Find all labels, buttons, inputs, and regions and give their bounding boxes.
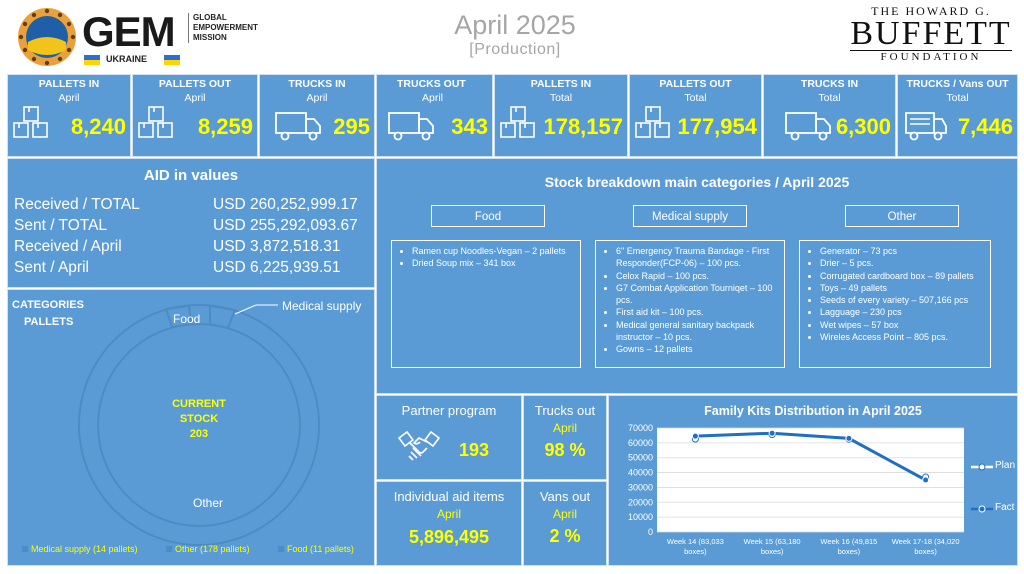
list-item: • Gowns – 12 pallets [616, 343, 780, 355]
trucks-out-title: Trucks out [534, 403, 596, 418]
list-item: • First aid kit – 100 pcs. [616, 306, 780, 318]
kpi-value: 177,954 [677, 114, 757, 139]
boxes-icon [634, 105, 674, 141]
list-item: • Wireles Access Point – 805 pcs. [820, 331, 986, 343]
gem-logo-name: GEM [82, 8, 175, 55]
handshake-icon [397, 428, 441, 468]
gem-logo-country: UKRAINE [106, 54, 148, 64]
kpi-pallets-in-total [494, 74, 628, 157]
buffett-logo-line1: THE HOWARD G. [871, 4, 991, 18]
trucks-out-value: 98 % [544, 440, 586, 460]
list-item: • Ramen cup Noodles-Vegan – 2 pallets [412, 245, 576, 257]
food-header: Food [431, 205, 545, 227]
x-tick-label: Week 14 (83,033 [666, 537, 724, 546]
categories-panel [7, 289, 375, 566]
list-item: • Drier – 5 pcs. [820, 257, 986, 269]
legend-medical [22, 544, 138, 554]
other-items [799, 240, 991, 368]
y-tick-label: 50000 [627, 452, 653, 463]
kpi-value: 178,157 [543, 114, 623, 139]
truck-icon [784, 109, 836, 143]
list-item: • Wet wipes – 57 box [820, 319, 986, 331]
y-tick-label: 0 [647, 527, 653, 537]
individual-sub: April [436, 507, 461, 521]
trucks-out-tile [523, 395, 607, 480]
legend-fact-label: Fact [995, 502, 1015, 513]
list-item: • Lagguage – 230 pcs [820, 306, 986, 318]
legend-plan-label: Plan [995, 460, 1016, 471]
aid-values-panel [7, 158, 375, 288]
boxes-icon [137, 105, 177, 141]
donut-label-food: Food [173, 312, 201, 326]
legend-label: Other (178 pallets) [175, 544, 250, 554]
van-icon [904, 109, 950, 143]
y-tick-label: 70000 [627, 423, 653, 433]
medical-header: Medical supply [633, 205, 747, 227]
stock-title: Stock breakdown main categories / April 2025 [544, 174, 850, 190]
legend-fact-marker [971, 504, 993, 514]
buffett-logo [850, 5, 1012, 65]
vans-out-value: 2 % [549, 526, 581, 546]
trucks-out-sub: April [552, 421, 577, 435]
family-kits-line-chart [609, 396, 1019, 567]
y-tick-label: 60000 [627, 437, 653, 448]
current-stock-line2: STOCK [179, 413, 219, 425]
legend-label: Medical supply (14 pallets) [31, 544, 138, 554]
categories-title-line1: CATEGORIES [12, 299, 84, 311]
donut-slice-medical [210, 306, 235, 328]
buffett-logo-line3: FOUNDATION [850, 50, 1012, 63]
legend-plan-marker [971, 462, 993, 472]
list-item: • Dried Soup mix – 341 box [412, 257, 576, 269]
plot-area [657, 428, 964, 532]
aid-label: Received / TOTAL [14, 196, 140, 213]
kpi-title: TRUCKS OUT [397, 78, 466, 90]
legend-swatch [278, 546, 284, 552]
y-tick-label: 20000 [627, 497, 653, 508]
aid-value: USD 260,252,999.17 [213, 196, 358, 213]
kpi-sub: Total [946, 92, 969, 104]
boxes-icon [12, 105, 52, 141]
x-tick-label: boxes) [837, 547, 861, 556]
list-item: • Generator – 73 pcs [820, 245, 986, 257]
medical-leader-line [235, 305, 256, 314]
ukraine-flag-right [164, 55, 180, 65]
partner-title: Partner program [401, 403, 497, 418]
kpi-sub: April [422, 92, 444, 104]
data-point-fact [692, 433, 698, 439]
current-stock-line1: CURRENT [172, 398, 226, 410]
legend-other [166, 544, 250, 554]
boxes-icon [499, 105, 539, 141]
list-item: • Toys – 49 pallets [820, 282, 986, 294]
donut-label-medical: Medical supply [282, 299, 362, 313]
data-point-fact [769, 430, 775, 436]
kpi-value: 8,240 [70, 114, 126, 139]
list-item: • Seeds of every variety – 507,166 pcs [820, 294, 986, 306]
aid-label: Sent / April [14, 259, 89, 276]
page-title: April 2025 [454, 10, 576, 40]
ukraine-flag-left [84, 55, 100, 65]
kpi-sub: Total [684, 92, 707, 104]
aid-value: USD 255,292,093.67 [213, 217, 358, 234]
y-tick-label: 30000 [627, 482, 653, 493]
legend-swatch [166, 546, 172, 552]
kpi-title: PALLETS IN [38, 78, 100, 90]
x-tick-label: Week 15 (63,180 [743, 537, 801, 546]
kpi-value: 6,300 [835, 114, 891, 139]
kpi-title: TRUCKS IN [288, 78, 346, 90]
list-item: • Medical general sanitary backpack instructor – 10 pcs. [616, 319, 780, 344]
categories-title-line2: PALLETS [24, 316, 74, 328]
aid-label: Sent / TOTAL [14, 217, 108, 234]
data-point-fact [846, 435, 852, 441]
kpi-value: 295 [333, 114, 370, 139]
stock-breakdown-panel [376, 158, 1018, 394]
truck-icon [387, 109, 439, 143]
medical-items [595, 240, 785, 368]
individual-value: 5,896,495 [408, 527, 490, 547]
kpi-title: PALLETS OUT [659, 78, 732, 90]
list-item: • Celox Rapid – 100 pcs. [616, 270, 780, 282]
legend-food [278, 544, 354, 554]
gem-logo-line3: MISSION [193, 33, 227, 42]
partner-program-tile [376, 395, 522, 480]
kpi-trucks-vans-out-total [897, 74, 1018, 157]
kpi-value: 343 [451, 114, 488, 139]
page-subtitle: [Production] [469, 41, 561, 58]
aid-value: USD 3,872,518.31 [213, 238, 341, 255]
kpi-trucks-in-total [763, 74, 896, 157]
donut-label-other: Other [193, 496, 224, 510]
kpi-sub: April [58, 92, 80, 104]
truck-icon [274, 109, 326, 143]
individual-title: Individual aid items [393, 489, 505, 504]
current-stock-value: 203 [189, 428, 209, 440]
kpi-title: TRUCKS IN [800, 78, 859, 90]
list-item: • 6" Emergency Trauma Bandage - First Responder(FCP-06) – 100 pcs. [616, 245, 780, 270]
partner-value: 193 [459, 440, 490, 460]
gem-logo-line1: GLOBAL [193, 13, 227, 22]
vans-out-tile [523, 481, 607, 566]
x-tick-label: Week 17-18 (34,020 [891, 537, 960, 546]
y-tick-label: 10000 [627, 512, 653, 523]
aid-value: USD 6,225,939.51 [213, 259, 341, 276]
kpi-value: 7,446 [957, 114, 1013, 139]
kpi-trucks-in-april [259, 74, 375, 157]
gem-emblem-icon [16, 6, 78, 68]
list-item: • G7 Combat Application Tourniqet – 100 pcs. [616, 282, 780, 307]
kpi-sub: April [184, 92, 206, 104]
buffett-logo-line2: BUFFETT [850, 15, 1012, 52]
kpi-value: 8,259 [197, 114, 253, 139]
gem-logo-line2: EMPOWERMENT [193, 23, 258, 32]
gem-logo [16, 6, 256, 68]
individual-aid-tile [376, 481, 522, 566]
kpi-pallets-in-april [7, 74, 131, 157]
kpi-title: PALLETS IN [530, 78, 592, 90]
family-kits-chart-panel [608, 395, 1018, 566]
other-header: Other [845, 205, 959, 227]
data-point-fact [923, 477, 929, 483]
kpi-sub: April [306, 92, 328, 104]
kpi-trucks-out-april [376, 74, 493, 157]
kpi-sub: Total [549, 92, 573, 104]
list-item: • Corrugated cardboard box – 89 pallets [820, 270, 986, 282]
chart-title: Family Kits Distribution in April 2025 [704, 404, 922, 418]
kpi-pallets-out-april [132, 74, 258, 157]
kpi-title: PALLETS OUT [158, 78, 232, 90]
vans-out-title: Vans out [539, 489, 591, 504]
x-tick-label: boxes) [914, 547, 937, 556]
legend-swatch [22, 546, 28, 552]
kpi-pallets-out-total [629, 74, 762, 157]
x-tick-label: boxes) [684, 547, 707, 556]
y-tick-label: 40000 [627, 467, 653, 478]
aid-label: Received / April [14, 238, 122, 255]
legend-label: Food (11 pallets) [287, 544, 354, 554]
x-tick-label: Week 16 (49,815 [820, 537, 878, 546]
food-items [391, 240, 581, 368]
kpi-sub: Total [818, 92, 841, 104]
x-tick-label: boxes) [760, 547, 784, 556]
vans-out-sub: April [552, 507, 577, 521]
kpi-title: TRUCKS / Vans OUT [906, 78, 1009, 90]
aid-title: AID in values [143, 167, 239, 184]
